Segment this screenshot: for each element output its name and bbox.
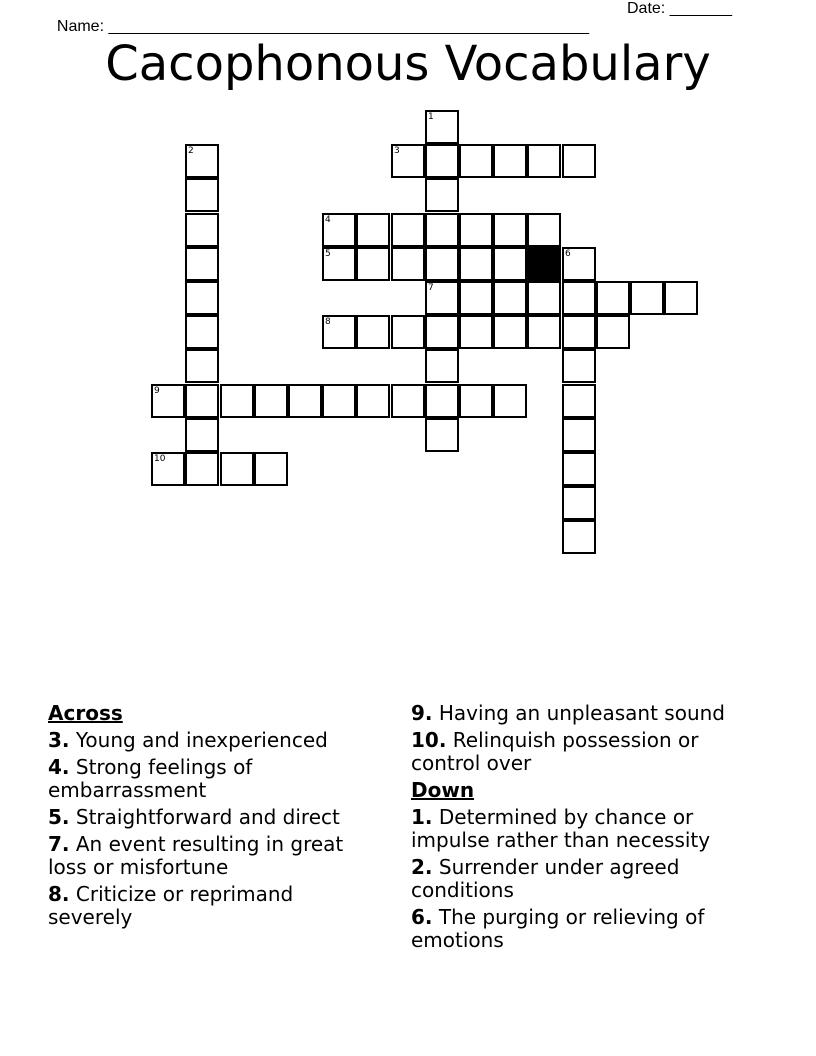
grid-cell[interactable] — [185, 178, 219, 212]
grid-cell[interactable] — [391, 315, 425, 349]
clue-number: 3 — [394, 146, 400, 156]
grid-cell[interactable] — [425, 178, 459, 212]
clue-number: 9 — [154, 386, 160, 396]
grid-cell[interactable] — [459, 315, 493, 349]
grid-cell[interactable] — [493, 315, 527, 349]
grid-cell[interactable] — [151, 452, 185, 486]
grid-cell[interactable] — [527, 213, 561, 247]
grid-cell[interactable] — [527, 315, 561, 349]
name-field[interactable]: Name: ______________________________________________________ — [56, 18, 589, 35]
clues-column-left — [48, 702, 378, 933]
grid-cell[interactable] — [562, 418, 596, 452]
grid-cell[interactable] — [185, 281, 219, 315]
grid-cell[interactable] — [425, 144, 459, 178]
grid-cell[interactable] — [220, 452, 254, 486]
grid-cell[interactable] — [527, 144, 561, 178]
across-clue: 3. Young and inexperienced — [48, 728, 328, 752]
grid-cell[interactable] — [322, 247, 356, 281]
clue-number: 5 — [325, 249, 331, 259]
grid-cell[interactable] — [185, 384, 219, 418]
grid-cell[interactable] — [459, 213, 493, 247]
grid-cell[interactable] — [562, 144, 596, 178]
clue-number: 7 — [428, 283, 434, 293]
clue-number: 10 — [154, 454, 166, 464]
grid-cell[interactable] — [425, 315, 459, 349]
grid-cell[interactable] — [459, 247, 493, 281]
down-heading: Down — [411, 778, 475, 802]
grid-cell[interactable] — [356, 213, 390, 247]
clue-number: 6 — [565, 249, 571, 259]
grid-cell[interactable] — [425, 418, 459, 452]
grid-cell[interactable] — [493, 247, 527, 281]
clue-number: 4 — [325, 215, 331, 225]
grid-cell[interactable] — [391, 384, 425, 418]
grid-cell[interactable] — [185, 144, 219, 178]
grid-cell[interactable] — [493, 384, 527, 418]
grid-cell[interactable] — [493, 144, 527, 178]
grid-cell[interactable] — [425, 110, 459, 144]
across-heading: Across — [48, 701, 123, 725]
down-clue: 6. The purging or relieving of emotions — [411, 905, 705, 952]
grid-cell[interactable] — [425, 247, 459, 281]
clues-column-right — [411, 702, 751, 956]
grid-cell[interactable] — [254, 384, 288, 418]
grid-cell[interactable] — [459, 384, 493, 418]
grid-cell[interactable] — [185, 452, 219, 486]
grid-cell[interactable] — [562, 384, 596, 418]
grid-cell[interactable] — [356, 384, 390, 418]
grid-cell[interactable] — [425, 213, 459, 247]
grid-cell[interactable] — [527, 281, 561, 315]
across-clue: 9. Having an unpleasant sound — [411, 701, 725, 725]
grid-cell[interactable] — [185, 349, 219, 383]
grid-cell[interactable] — [562, 247, 596, 281]
grid-cell[interactable] — [391, 213, 425, 247]
across-clue: 10. Relinquish possession or control over — [411, 728, 699, 775]
down-clue: 2. Surrender under agreed conditions — [411, 855, 680, 902]
grid-cell[interactable] — [562, 349, 596, 383]
grid-cell[interactable] — [220, 384, 254, 418]
grid-cell[interactable] — [664, 281, 698, 315]
grid-cell[interactable] — [493, 213, 527, 247]
grid-cell[interactable] — [562, 281, 596, 315]
grid-cell[interactable] — [356, 247, 390, 281]
down-clue: 1. Determined by chance or impulse rather than necessity — [411, 805, 711, 852]
grid-cell[interactable] — [596, 281, 630, 315]
clue-number: 2 — [188, 146, 194, 156]
grid-cell[interactable] — [493, 281, 527, 315]
grid-cell[interactable] — [356, 315, 390, 349]
grid-cell[interactable] — [185, 213, 219, 247]
grid-cell[interactable] — [151, 384, 185, 418]
grid-cell[interactable] — [185, 315, 219, 349]
grid-cell[interactable] — [562, 452, 596, 486]
grid-cell[interactable] — [391, 144, 425, 178]
grid-cell[interactable] — [459, 281, 493, 315]
grid-cell[interactable] — [596, 315, 630, 349]
grid-cell[interactable] — [630, 281, 664, 315]
grid-cell[interactable] — [562, 486, 596, 520]
grid-cell[interactable] — [288, 384, 322, 418]
grid-cell[interactable] — [425, 384, 459, 418]
page-title: Cacophonous Vocabulary — [105, 36, 711, 92]
grid-cell[interactable] — [459, 144, 493, 178]
grid-cell[interactable] — [425, 281, 459, 315]
grid-cell[interactable] — [562, 520, 596, 554]
grid-cell[interactable] — [185, 247, 219, 281]
clue-number: 1 — [428, 112, 434, 122]
black-cell — [527, 247, 561, 281]
grid-cell[interactable] — [322, 213, 356, 247]
across-clue: 7. An event resulting in great loss or misfortune — [48, 832, 344, 879]
grid-cell[interactable] — [185, 418, 219, 452]
grid-cell[interactable] — [425, 349, 459, 383]
grid-cell[interactable] — [322, 315, 356, 349]
clue-number: 8 — [325, 317, 331, 327]
grid-cell[interactable] — [562, 315, 596, 349]
across-clue: 8. Criticize or reprimand severely — [48, 882, 294, 929]
grid-cell[interactable] — [322, 384, 356, 418]
across-clue: 4. Strong feelings of embarrassment — [48, 755, 253, 802]
grid-cell[interactable] — [254, 452, 288, 486]
across-clue: 5. Straightforward and direct — [48, 805, 340, 829]
grid-cell[interactable] — [391, 247, 425, 281]
date-field[interactable]: Date: _______ — [627, 0, 732, 17]
